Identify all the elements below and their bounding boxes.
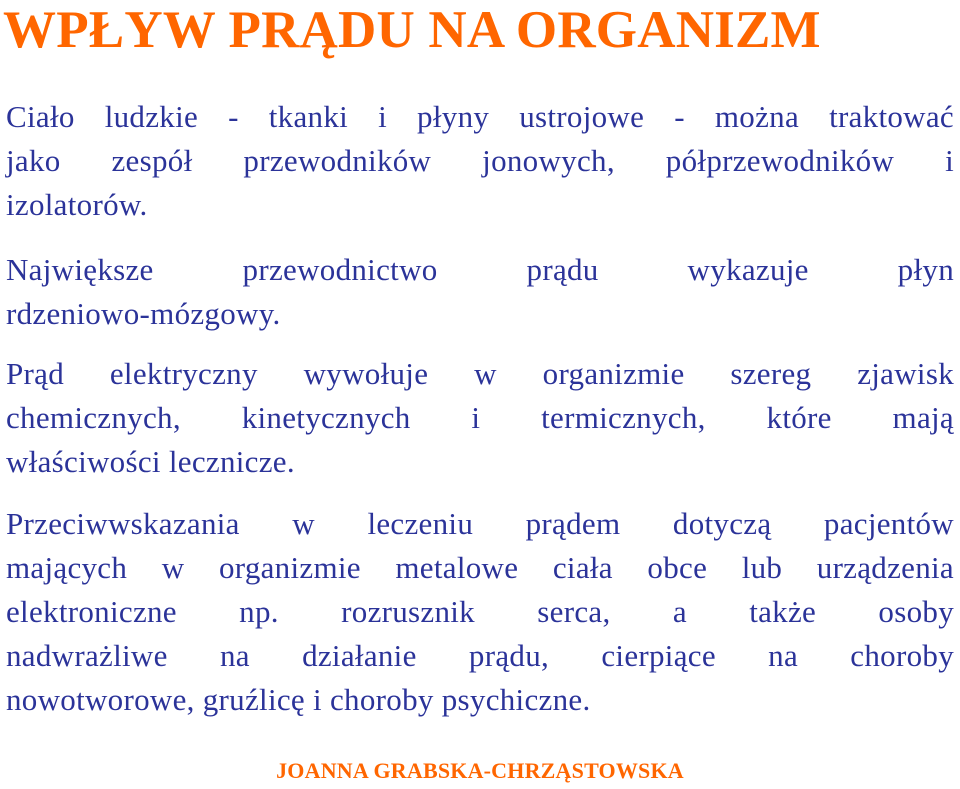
paragraph-line: izolatorów. — [6, 187, 148, 222]
paragraph-line: Prąd elektryczny wywołuje w organizmie szereg zjawisk — [6, 356, 954, 391]
paragraph-line: rdzeniowo-mózgowy. — [6, 296, 281, 331]
paragraph-line: jako zespół przewodników jonowych, półprzewodników i — [6, 143, 954, 178]
paragraph-line: Największe przewodnictwo prądu wykazuje płyn — [6, 252, 954, 287]
paragraph-line: mających w organizmie metalowe ciała obce lub urządzenia — [6, 550, 954, 585]
slide-title: WPŁYW PRĄDU NA ORGANIZM — [3, 1, 821, 59]
paragraph-contraindications — [6, 502, 954, 722]
author-footer: JOANNA GRABSKA-CHRZĄSTOWSKA — [276, 758, 684, 783]
paragraph-line: Ciało ludzkie - tkanki i płyny ustrojowe - można traktować — [6, 99, 954, 134]
paragraph-line: chemicznych, kinetycznych i termicznych, które mają — [6, 400, 954, 435]
paragraph-line: elektroniczne np. rozrusznik serca, a także osoby — [6, 594, 954, 629]
paragraph-line: nadwrażliwe na działanie prądu, cierpiące na choroby — [6, 638, 954, 673]
paragraph-body-composition — [6, 95, 954, 227]
paragraph-line: Przeciwwskazania w leczeniu prądem dotyczą pacjentów — [6, 506, 954, 541]
paragraph-conductivity — [6, 248, 954, 336]
paragraph-line: nowotworowe, gruźlicę i choroby psychiczne. — [6, 682, 591, 717]
paragraph-effects — [6, 352, 954, 484]
paragraph-line: właściwości lecznicze. — [6, 444, 295, 479]
